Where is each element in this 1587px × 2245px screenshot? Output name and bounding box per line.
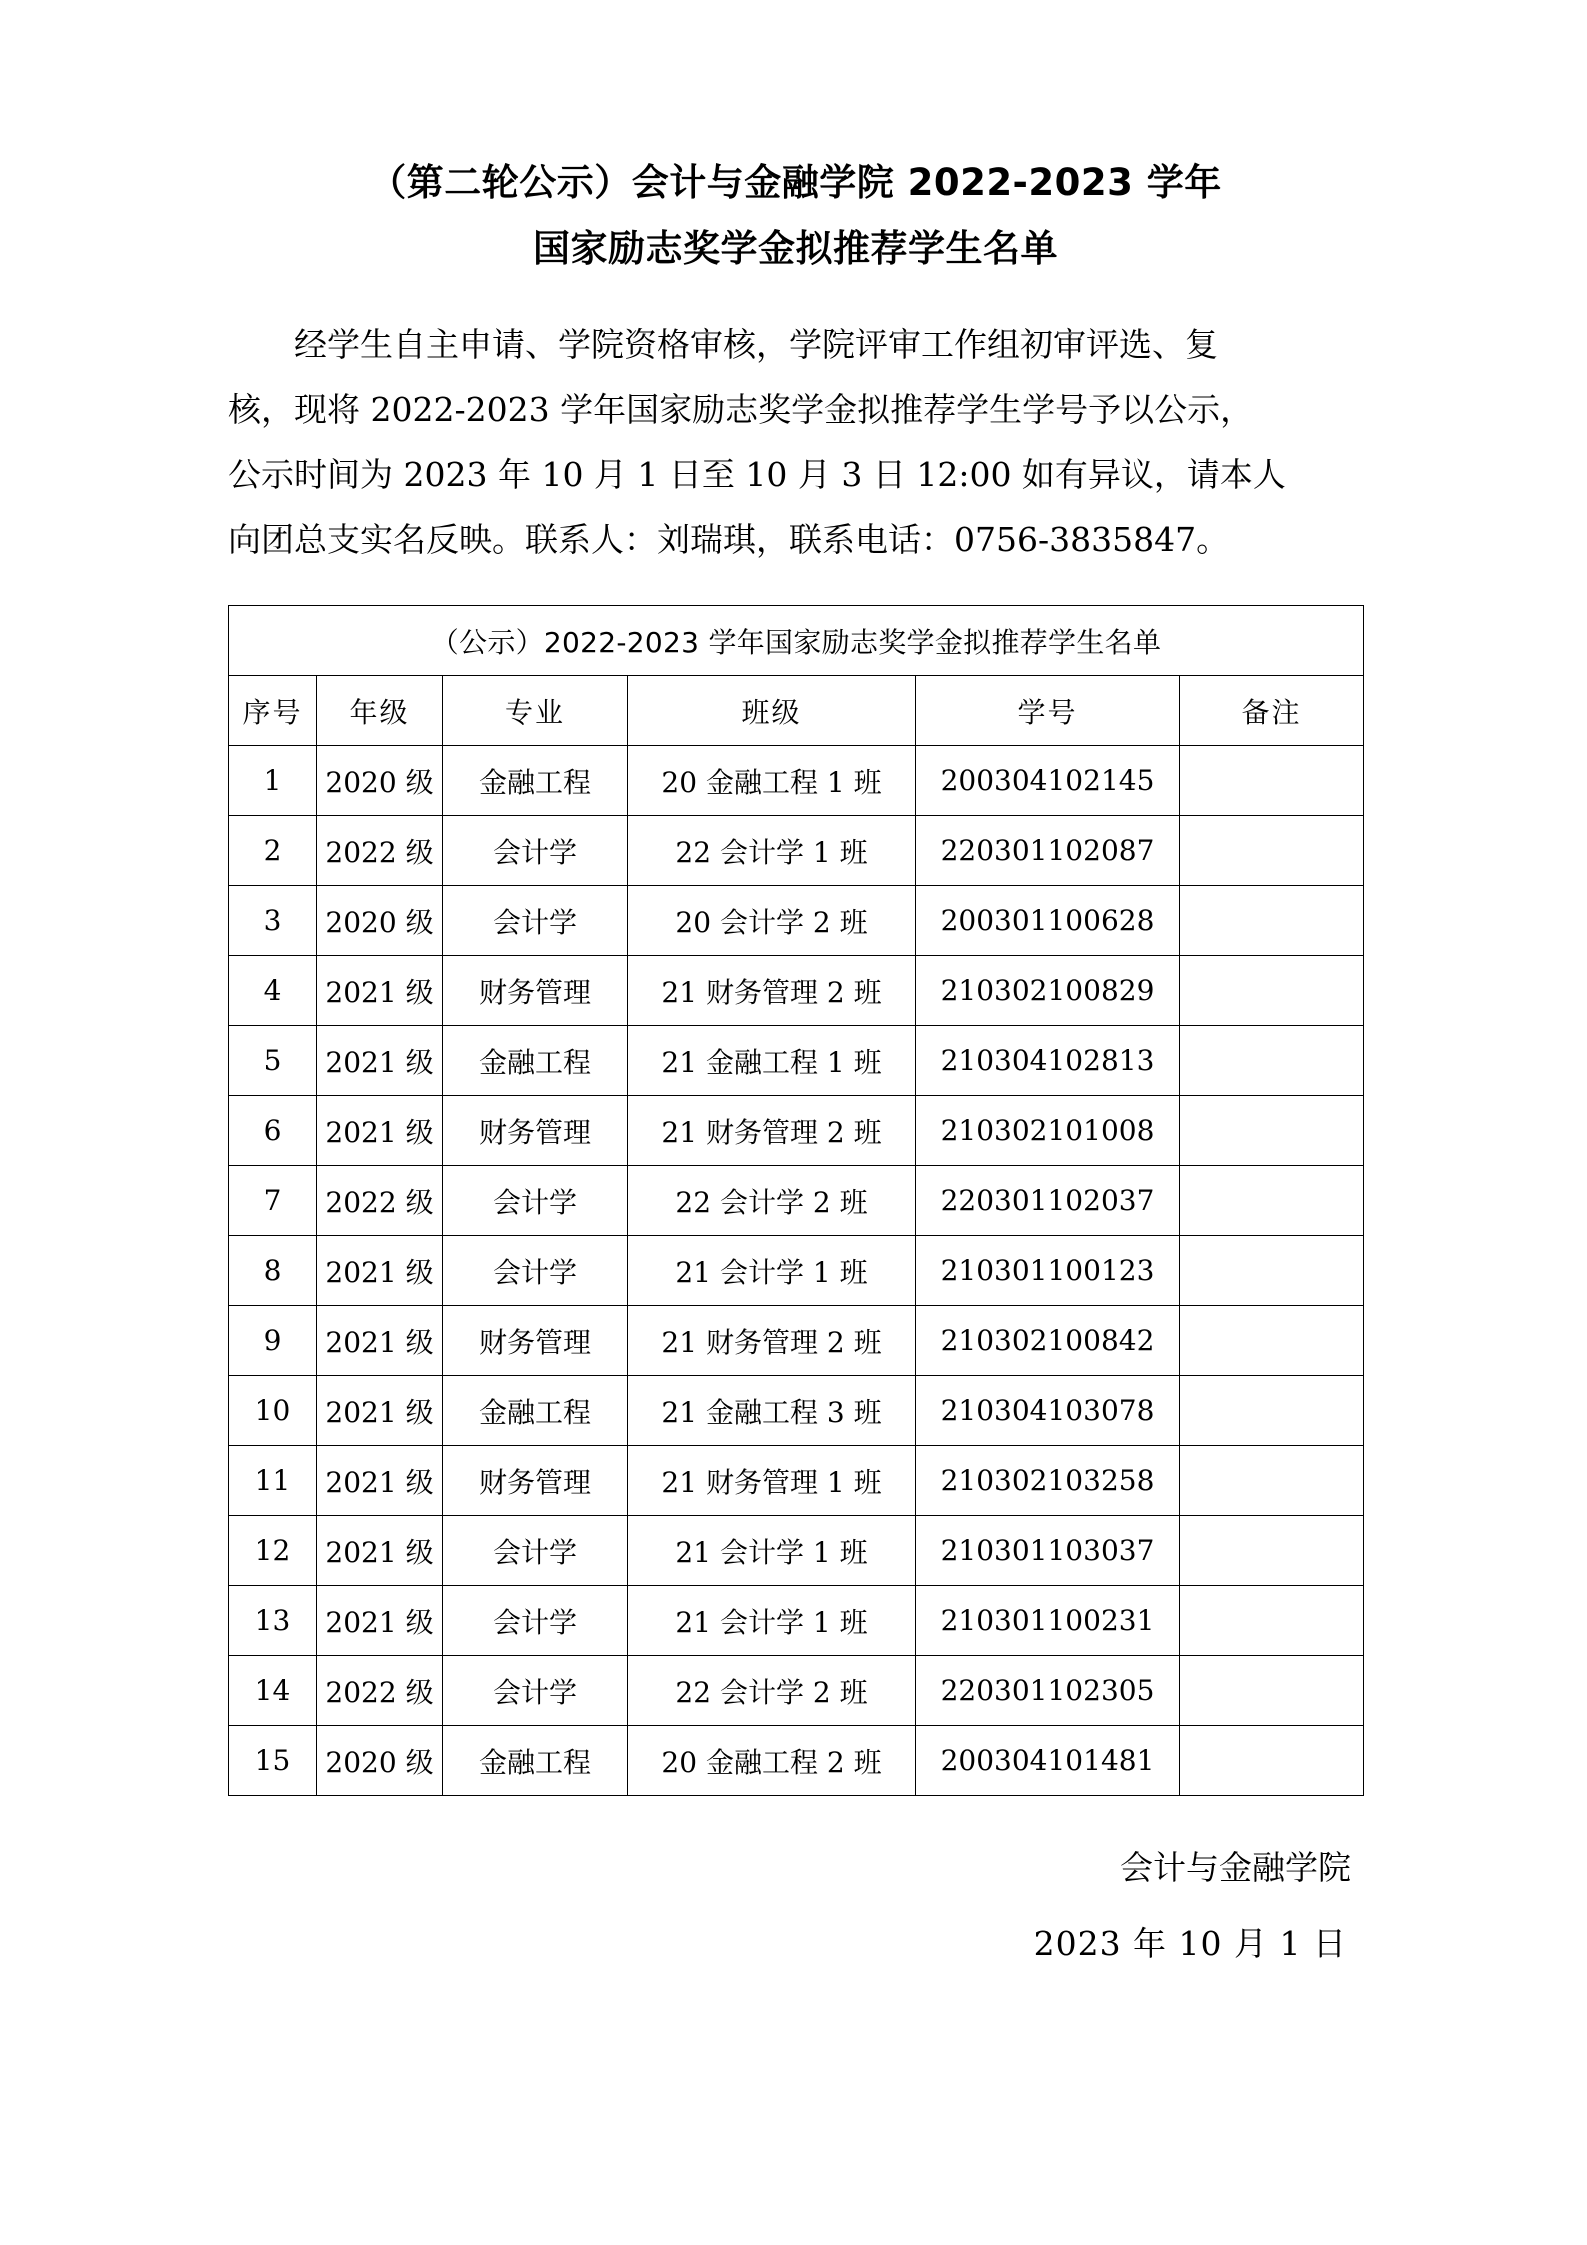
cell-class: 21 会计学 1 班 [628, 1586, 916, 1656]
cell-major: 金融工程 [443, 1726, 628, 1796]
cell-remark [1180, 746, 1364, 816]
cell-grade: 2022 级 [317, 816, 443, 886]
cell-class: 21 金融工程 3 班 [628, 1376, 916, 1446]
cell-major: 会计学 [443, 1656, 628, 1726]
table-row [229, 1656, 1364, 1726]
table-row [229, 1446, 1364, 1516]
column-header-grade: 年级 [317, 676, 443, 746]
cell-remark [1180, 1166, 1364, 1236]
cell-index: 2 [229, 816, 317, 886]
cell-student-id: 220301102037 [916, 1166, 1180, 1236]
cell-remark [1180, 956, 1364, 1026]
cell-remark [1180, 1236, 1364, 1306]
cell-major: 金融工程 [443, 746, 628, 816]
table-row [229, 1516, 1364, 1586]
table-row [229, 1026, 1364, 1096]
cell-remark [1180, 1586, 1364, 1656]
cell-index: 8 [229, 1236, 317, 1306]
column-header-student-id: 学号 [916, 676, 1180, 746]
cell-index: 15 [229, 1726, 317, 1796]
cell-major: 会计学 [443, 1586, 628, 1656]
cell-major: 会计学 [443, 886, 628, 956]
cell-index: 14 [229, 1656, 317, 1726]
cell-grade: 2021 级 [317, 956, 443, 1026]
cell-class: 20 金融工程 2 班 [628, 1726, 916, 1796]
cell-index: 10 [229, 1376, 317, 1446]
cell-major: 财务管理 [443, 1306, 628, 1376]
table-row [229, 1376, 1364, 1446]
cell-index: 3 [229, 886, 317, 956]
cell-major: 财务管理 [443, 956, 628, 1026]
cell-student-id: 220301102305 [916, 1656, 1180, 1726]
cell-class: 22 会计学 2 班 [628, 1656, 916, 1726]
cell-class: 21 财务管理 2 班 [628, 1306, 916, 1376]
cell-major: 会计学 [443, 1236, 628, 1306]
column-header-major: 专业 [443, 676, 628, 746]
cell-index: 1 [229, 746, 317, 816]
cell-class: 22 会计学 1 班 [628, 816, 916, 886]
cell-major: 会计学 [443, 1166, 628, 1236]
cell-grade: 2020 级 [317, 1726, 443, 1796]
cell-index: 12 [229, 1516, 317, 1586]
cell-remark [1180, 1376, 1364, 1446]
cell-remark [1180, 1306, 1364, 1376]
cell-class: 21 会计学 1 班 [628, 1516, 916, 1586]
cell-index: 11 [229, 1446, 317, 1516]
cell-student-id: 210304102813 [916, 1026, 1180, 1096]
cell-index: 4 [229, 956, 317, 1026]
cell-grade: 2021 级 [317, 1586, 443, 1656]
cell-student-id: 210301100231 [916, 1586, 1180, 1656]
cell-grade: 2021 级 [317, 1096, 443, 1166]
column-header-class: 班级 [628, 676, 916, 746]
table-caption-row [229, 606, 1364, 676]
table-row [229, 1306, 1364, 1376]
cell-class: 21 金融工程 1 班 [628, 1026, 916, 1096]
column-header-index: 序号 [229, 676, 317, 746]
title-line-2: 国家励志奖学金拟推荐学生名单 [533, 227, 1058, 270]
cell-student-id: 210304103078 [916, 1376, 1180, 1446]
table-row [229, 746, 1364, 816]
document-content [228, 0, 1363, 1982]
paragraph-line-2: 核，现将 2022-2023 学年国家励志奖学金拟推荐学生学号予以公示， [228, 390, 1254, 429]
cell-major: 会计学 [443, 816, 628, 886]
cell-index: 7 [229, 1166, 317, 1236]
cell-major: 财务管理 [443, 1096, 628, 1166]
signature-organization: 会计与金融学院 [1120, 1848, 1351, 1887]
cell-class: 20 会计学 2 班 [628, 886, 916, 956]
cell-grade: 2022 级 [317, 1166, 443, 1236]
cell-grade: 2020 级 [317, 746, 443, 816]
table-row [229, 816, 1364, 886]
cell-grade: 2021 级 [317, 1516, 443, 1586]
cell-class: 21 财务管理 1 班 [628, 1446, 916, 1516]
table-header-row [229, 676, 1364, 746]
announcement-paragraph [228, 312, 1363, 572]
cell-grade: 2020 级 [317, 886, 443, 956]
cell-remark [1180, 1026, 1364, 1096]
table-row [229, 886, 1364, 956]
cell-student-id: 200304102145 [916, 746, 1180, 816]
cell-major: 金融工程 [443, 1026, 628, 1096]
page-title [228, 150, 1363, 282]
table-row [229, 1236, 1364, 1306]
cell-student-id: 200304101481 [916, 1726, 1180, 1796]
cell-remark [1180, 1096, 1364, 1166]
cell-student-id: 210302101008 [916, 1096, 1180, 1166]
cell-student-id: 220301102087 [916, 816, 1180, 886]
paragraph-line-4: 向团总支实名反映。联系人：刘瑞琪，联系电话：0756-3835847。 [228, 520, 1230, 559]
table-row [229, 1586, 1364, 1656]
cell-major: 会计学 [443, 1516, 628, 1586]
cell-student-id: 210302100842 [916, 1306, 1180, 1376]
cell-grade: 2021 级 [317, 1306, 443, 1376]
cell-student-id: 200301100628 [916, 886, 1180, 956]
cell-class: 22 会计学 2 班 [628, 1166, 916, 1236]
document-signature [228, 1830, 1363, 1982]
cell-remark [1180, 1446, 1364, 1516]
cell-major: 金融工程 [443, 1376, 628, 1446]
cell-class: 21 财务管理 2 班 [628, 1096, 916, 1166]
title-line-1: （第二轮公示）会计与金融学院 2022-2023 学年 [369, 161, 1222, 204]
cell-student-id: 210302100829 [916, 956, 1180, 1026]
paragraph-line-3: 公示时间为 2023 年 10 月 1 日至 10 月 3 日 12:00 如有异议，请本人 [228, 455, 1286, 494]
table-row [229, 1096, 1364, 1166]
cell-student-id: 210301103037 [916, 1516, 1180, 1586]
column-header-remark: 备注 [1180, 676, 1364, 746]
cell-class: 21 财务管理 2 班 [628, 956, 916, 1026]
cell-student-id: 210301100123 [916, 1236, 1180, 1306]
cell-index: 9 [229, 1306, 317, 1376]
cell-class: 21 会计学 1 班 [628, 1236, 916, 1306]
table-row [229, 956, 1364, 1026]
student-list-table [228, 605, 1364, 1796]
signature-date: 2023 年 10 月 1 日 [1033, 1924, 1347, 1963]
cell-index: 13 [229, 1586, 317, 1656]
cell-student-id: 210302103258 [916, 1446, 1180, 1516]
cell-remark [1180, 1516, 1364, 1586]
table-row [229, 1726, 1364, 1796]
cell-grade: 2022 级 [317, 1656, 443, 1726]
cell-index: 5 [229, 1026, 317, 1096]
table-body [229, 606, 1364, 1796]
table-row [229, 1166, 1364, 1236]
cell-remark [1180, 1656, 1364, 1726]
cell-remark [1180, 1726, 1364, 1796]
cell-remark [1180, 886, 1364, 956]
cell-grade: 2021 级 [317, 1026, 443, 1096]
cell-class: 20 金融工程 1 班 [628, 746, 916, 816]
cell-index: 6 [229, 1096, 317, 1166]
cell-major: 财务管理 [443, 1446, 628, 1516]
cell-grade: 2021 级 [317, 1236, 443, 1306]
cell-remark [1180, 816, 1364, 886]
cell-grade: 2021 级 [317, 1446, 443, 1516]
cell-grade: 2021 级 [317, 1376, 443, 1446]
paragraph-line-1: 经学生自主申请、学院资格审核，学院评审工作组初审评选、复 [294, 325, 1218, 364]
table-caption: （公示）2022-2023 学年国家励志奖学金拟推荐学生名单 [229, 606, 1364, 676]
